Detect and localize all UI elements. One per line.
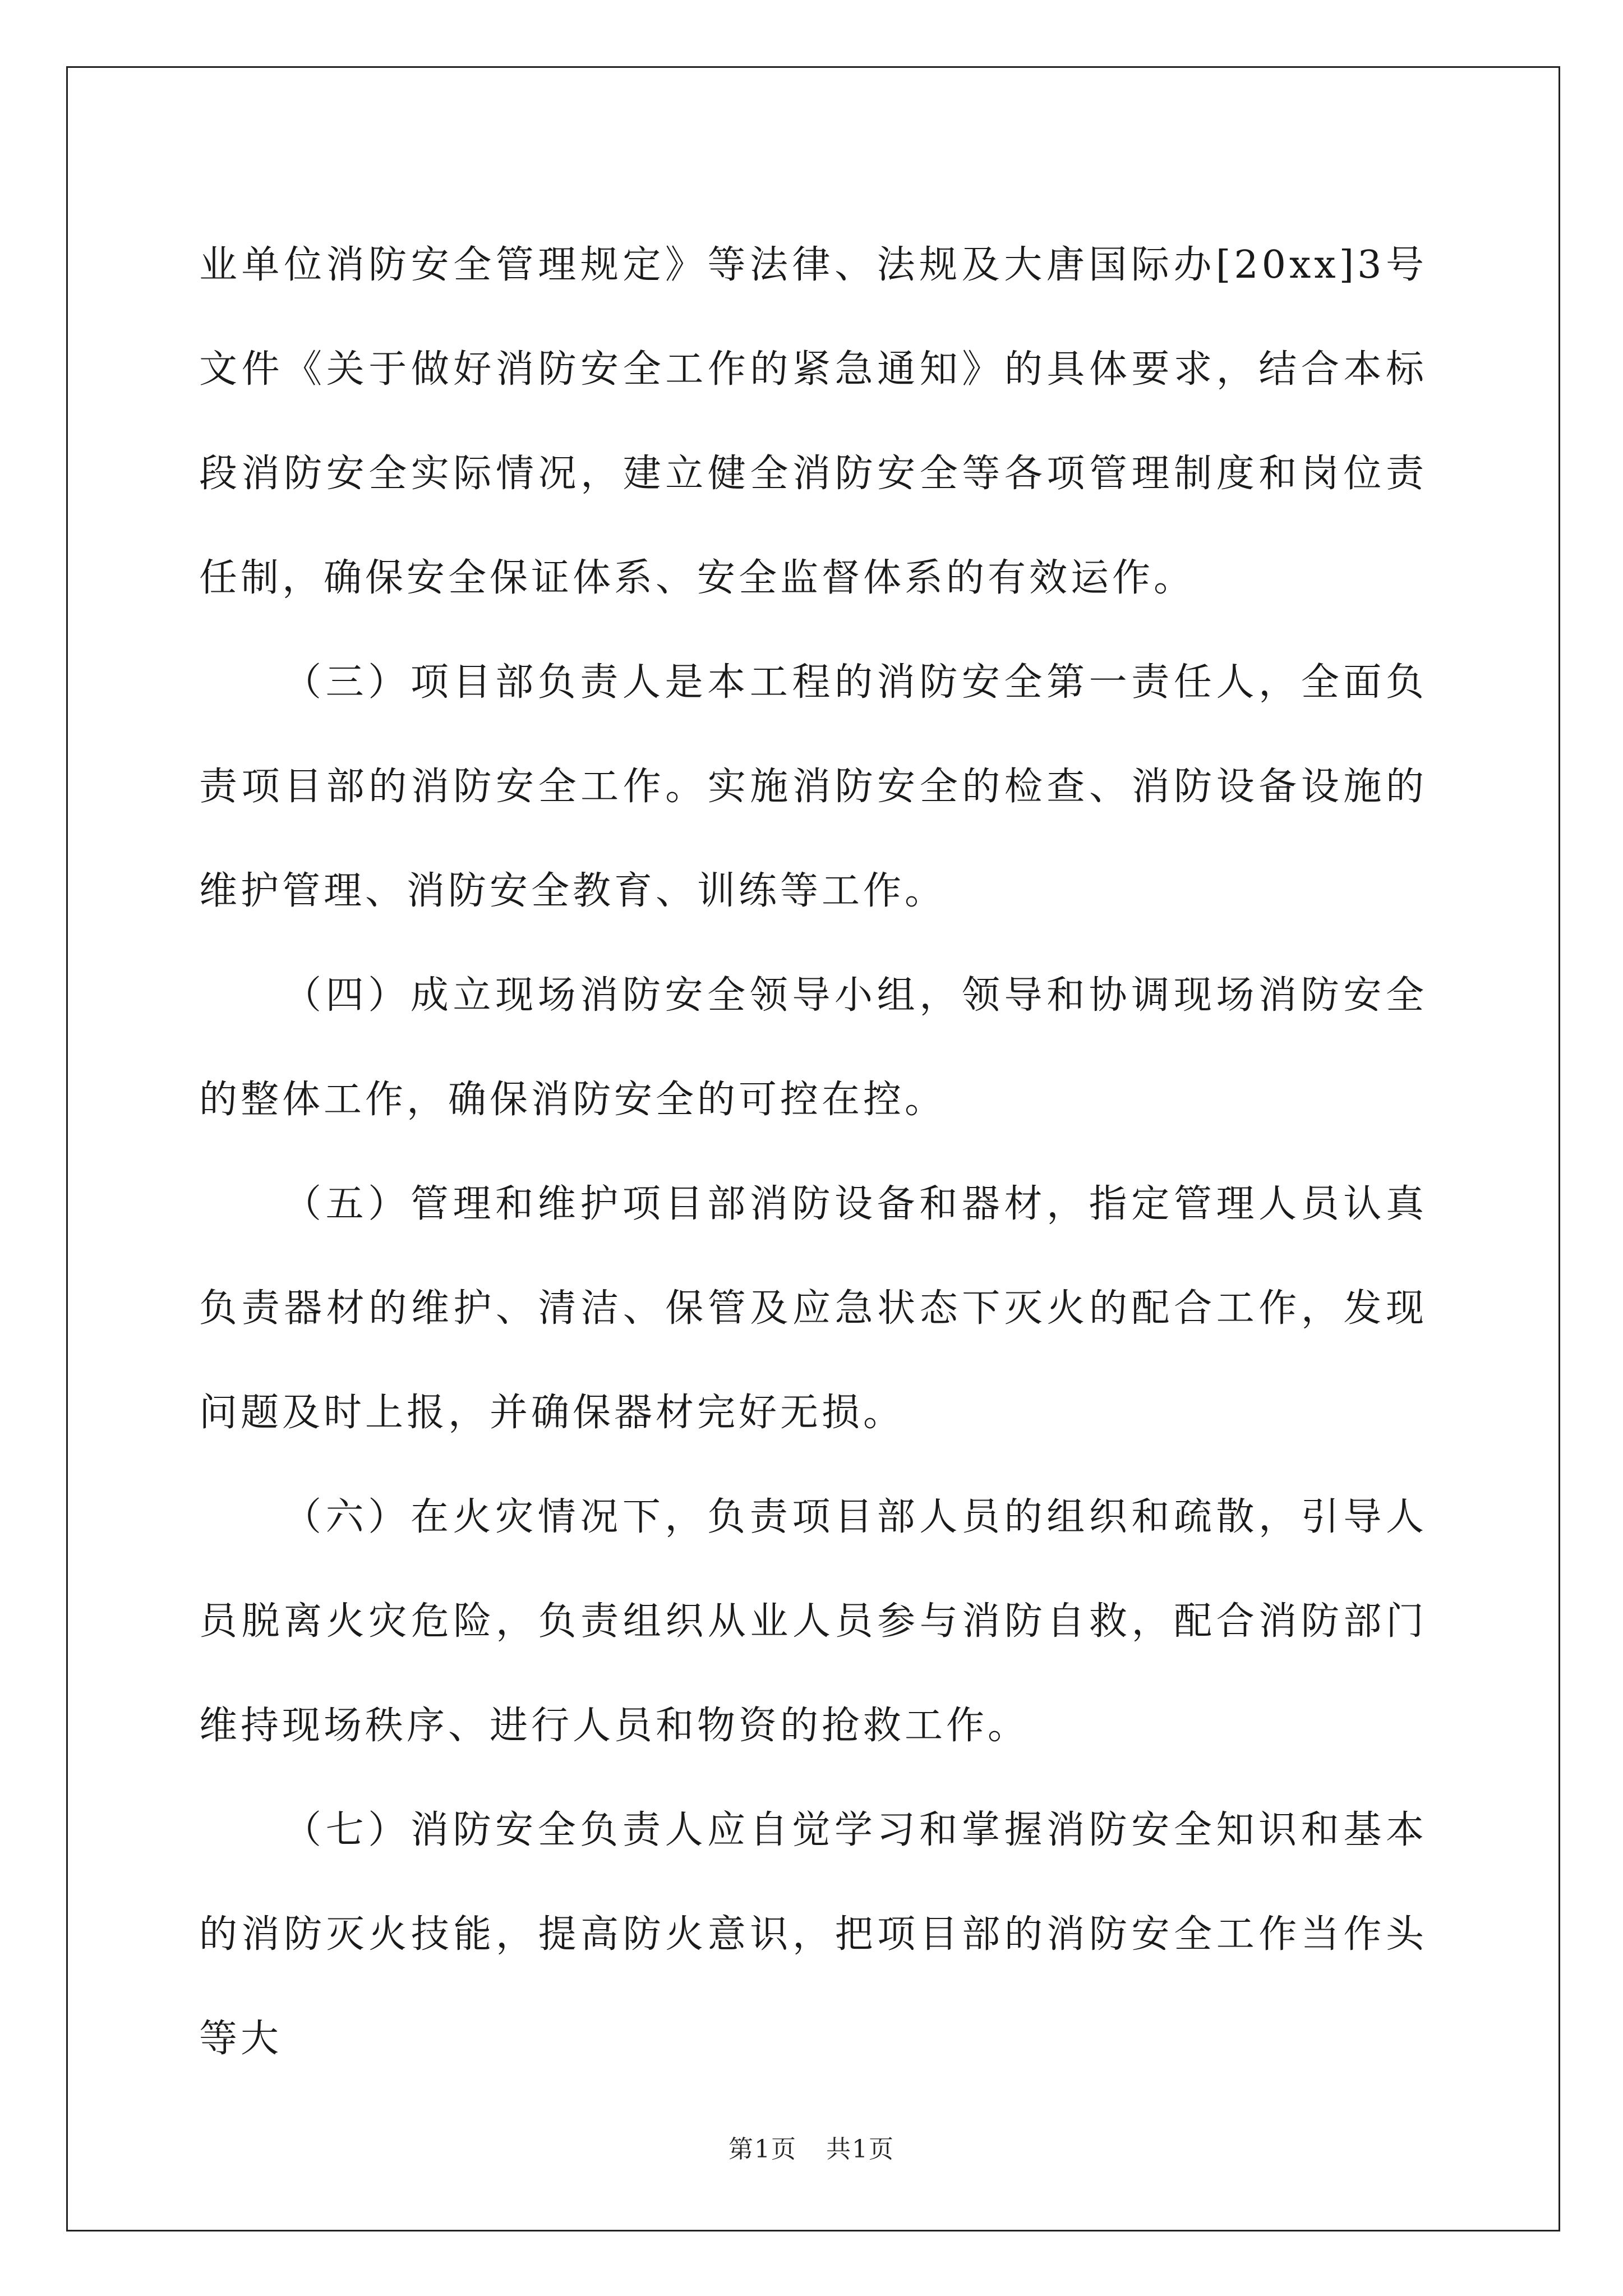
paragraph-item-4: （四）成立现场消防安全领导小组，领导和协调现场消防安全的整体工作，确保消防安全的可控在控。 [199,973,1427,1122]
page-footer [0,2129,1623,2165]
paragraph-item-3: （三）项目部负责人是本工程的消防安全第一责任人，全面负责项目部的消防安全工作。实施消防安全的检查、消防设备设施的维护管理、消防安全教育、训练等工作。 [199,660,1427,913]
paragraph-item-7: （七）消防安全负责人应自觉学习和掌握消防安全知识和基本的消防灭火技能，提高防火意识，把项目部的消防安全工作当作头等大 [199,1808,1427,2061]
paragraph-item-6: （六）在火灾情况下，负责项目部人员的组织和疏散，引导人员脱离火灾危险，负责组织从业人员参与消防自救，配合消防部门维持现场秩序、进行人员和物资的抢救工作。 [199,1495,1427,1748]
page-total: 共1页 [826,2135,895,2164]
page-number: 第1页 [728,2135,797,2164]
paragraph-item-5: （五）管理和维护项目部消防设备和器材，指定管理人员认真负责器材的维护、清洁、保管及应急状态下灭火的配合工作，发现问题及时上报，并确保器材完好无损。 [199,1182,1427,1435]
paragraph-intro: 业单位消防安全管理规定》等法律、法规及大唐国际办[20xx]3号文件《关于做好消防安全工作的紧急通知》的具体要求，结合本标段消防安全实际情况，建立健全消防安全等各项管理制度和岗位责任制，确保安全保证体系、安全监督体系的有效运作。 [199,243,1427,600]
document-body [199,213,1427,2091]
